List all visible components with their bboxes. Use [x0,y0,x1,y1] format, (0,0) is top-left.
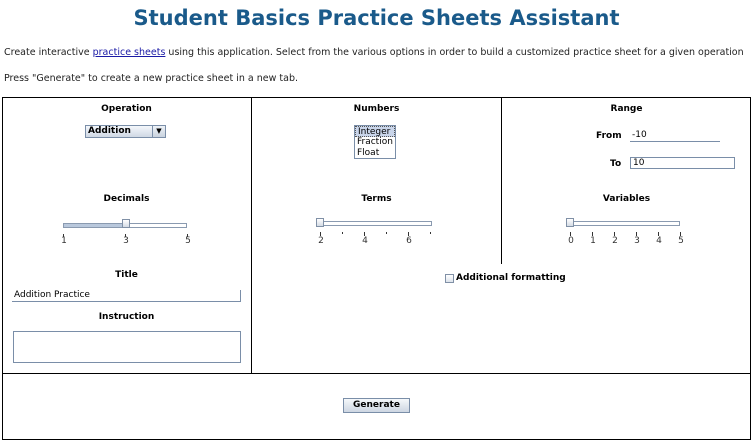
operation-selected-value: Addition [88,126,131,136]
practice-sheets-link[interactable]: practice sheets [92,47,166,58]
variables-tick-label: 1 [590,236,596,246]
operation-select[interactable] [85,125,166,138]
decimals-tick-label: 1 [61,236,67,246]
additional-formatting-checkbox[interactable] [445,274,454,283]
range-from-label: From [596,131,622,141]
terms-tick-label: 2 [318,236,324,246]
intro-suffix: using this application. Select from the various options in order to build a customized practice sheet for a given operation [165,47,744,58]
decimals-slider-fill [64,224,126,227]
operation-label: Operation [101,104,152,114]
terms-slider-track[interactable] [316,221,432,226]
numbers-label: Numbers [353,104,400,114]
range-from-input[interactable]: -10 [630,130,720,142]
variables-tick-label: 5 [678,236,684,246]
terms-label: Terms [361,194,392,204]
variables-tick-label: 3 [634,236,640,246]
intro-text [4,47,744,58]
terms-tick-minor [342,232,343,234]
title-label: Title [115,270,138,280]
range-label: Range [610,104,643,114]
variables-label: Variables [602,194,651,204]
decimals-label: Decimals [103,194,150,204]
variables-tick-label: 2 [612,236,618,246]
intro-prefix: Create interactive [4,47,93,58]
variables-tick-label: 0 [568,236,574,246]
column-divider-2 [501,97,502,264]
additional-formatting-label[interactable]: Additional formatting [456,273,566,283]
instruction-textarea[interactable] [13,331,241,363]
terms-slider-thumb[interactable] [316,218,324,227]
numbers-listbox[interactable] [354,125,396,159]
decimals-tick-label: 3 [123,236,129,246]
numbers-option-integer[interactable]: Integer [355,126,395,137]
page-title: Student Basics Practice Sheets Assistant [133,6,620,30]
instruction-label: Instruction [98,312,155,322]
terms-tick-label: 4 [362,236,368,246]
decimals-tick-label: 5 [185,236,191,246]
intro-generate-hint: Press "Generate" to create a new practice sheet in a new tab. [4,73,298,84]
numbers-option-fraction[interactable]: Fraction [357,137,393,147]
terms-tick-minor [430,232,431,234]
variables-tick-label: 4 [656,236,662,246]
terms-tick-minor [386,232,387,234]
numbers-option-float[interactable]: Float [357,148,380,158]
decimals-slider-thumb[interactable] [122,219,130,228]
range-to-input[interactable]: 10 [630,157,735,169]
generate-button[interactable]: Generate [343,398,410,413]
chevron-down-icon[interactable]: ▼ [152,126,165,137]
terms-tick-label: 6 [406,236,412,246]
title-input[interactable]: Addition Practice [12,290,241,302]
range-to-label: To [610,159,622,169]
column-divider-1 [251,97,252,374]
variables-slider-track[interactable] [566,221,680,226]
variables-slider-thumb[interactable] [566,218,574,227]
